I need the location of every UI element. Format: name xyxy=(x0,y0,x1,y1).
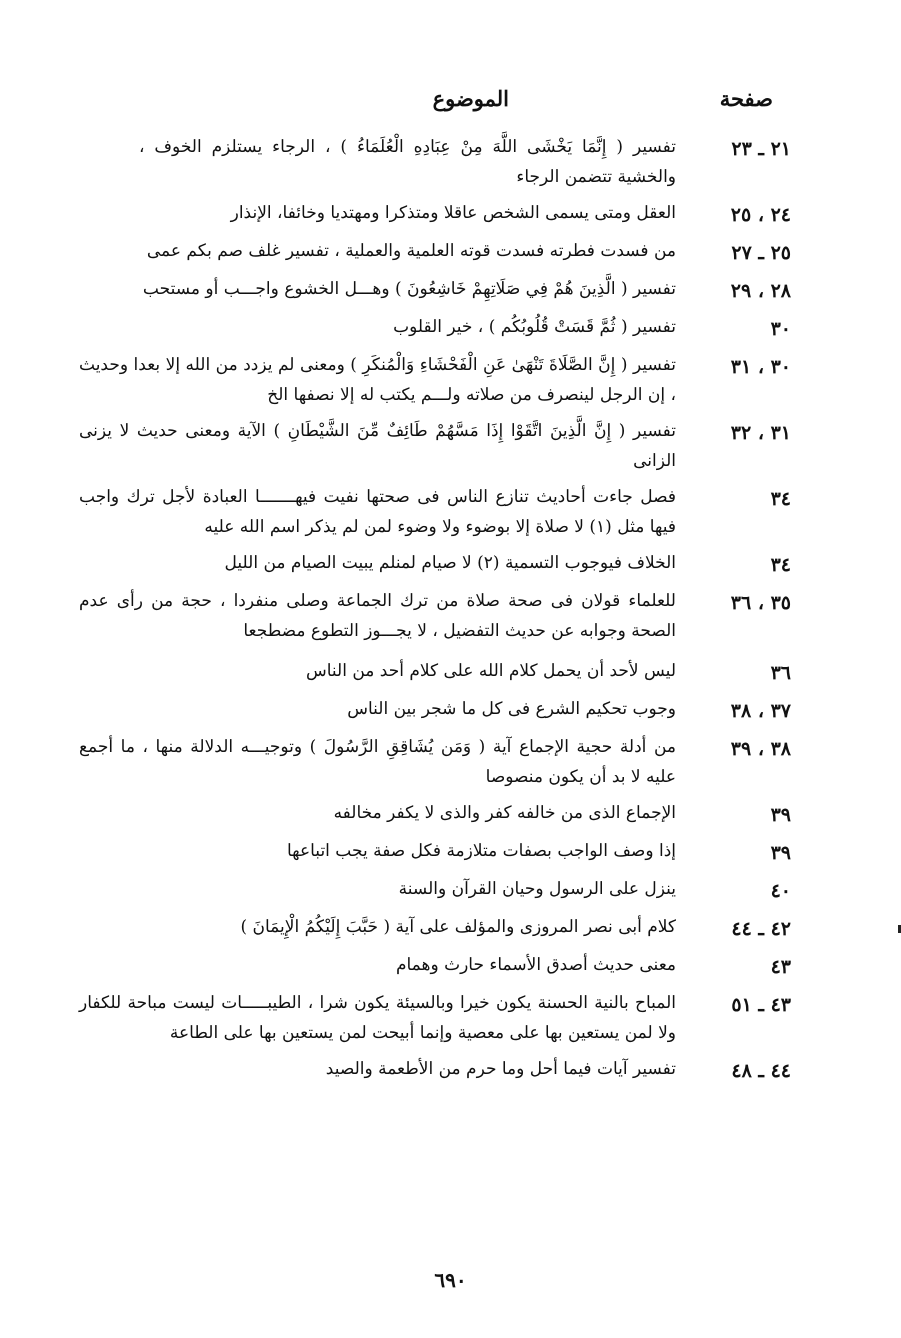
entry-pages: ٤٢ ـ ٤٤ xyxy=(731,918,791,940)
entry-topic: تفسير ( الَّذِينَ هُمْ فِي صَلَاتِهِمْ خَاشِعُونَ ) وهـــل الخشوع واجـــب أو مستحب xyxy=(142,279,676,299)
index-entry xyxy=(79,836,791,868)
entry-pages: ٣٩ xyxy=(770,804,791,826)
index-entry xyxy=(79,132,791,192)
entry-pages: ٣٠ ، ٣١ xyxy=(730,356,791,378)
entry-topic: تفسير ( إِنَّمَا يَخْشَى اللَّهَ مِنْ عِبَادِهِ الْعُلَمَاءُ ) ، الرجاء يستلزم الخوف ، والخشية تتضمن الرجاء xyxy=(139,137,676,187)
index-entry xyxy=(79,798,791,830)
entry-topic: ليس لأحد أن يحمل كلام الله على كلام أحد من الناس xyxy=(305,661,676,681)
index-entry xyxy=(79,548,791,580)
entry-topic: الإجماع الذى من خالفه كفر والذى لا يكفر مخالفه xyxy=(333,803,676,823)
index-entry xyxy=(79,694,791,726)
entry-pages: ٣٥ ، ٣٦ xyxy=(730,592,791,614)
index-entry xyxy=(79,912,791,944)
entry-pages: ٤٤ ـ ٤٨ xyxy=(731,1060,791,1082)
entry-topic: فصل جاءت أحاديث تنازع الناس فى صحتها نفيت فيهـــــــا العبادة لأجل ترك واجب فيها مثل (١) لا صلاة إلا بوضوء ولا وضوء لمن لم يذكر اسم الله عليه xyxy=(79,487,676,537)
entry-pages: ٣٧ ، ٣٨ xyxy=(730,700,791,722)
page-column-heading: صفحة xyxy=(719,86,773,111)
entry-topic: من أدلة حجية الإجماع آية ( وَمَن يُشَاقِقِ الرَّسُولَ ) وتوجيـــه الدلالة منها ، ما أجمع عليه لا بد أن يكون منصوصا xyxy=(79,737,676,787)
index-entry xyxy=(79,416,791,476)
index-entries xyxy=(79,132,791,1092)
index-entry xyxy=(79,350,791,410)
entry-topic: تفسير ( إِنَّ الصَّلَاةَ تَنْهَىٰ عَنِ الْفَحْشَاءِ وَالْمُنكَرِ ) ومعنى لم يزدد من الله إلا بعدا وحديث ، إن الرجل لينصرف من صلاته ولـــم يكتب له إلا نصفها الخ xyxy=(79,355,676,405)
index-entry xyxy=(79,198,791,230)
entry-pages: ٣٤ xyxy=(770,488,791,510)
entry-topic: كلام أبى نصر المروزى والمؤلف على آية ( حَبَّبَ إِلَيْكُمُ الْإِيمَانَ ) xyxy=(240,917,676,937)
index-header xyxy=(0,86,901,122)
entry-pages: ٤٣ xyxy=(770,956,791,978)
page-number: ٦٩٠ xyxy=(434,1268,467,1292)
entry-topic: المباح بالنية الحسنة يكون خيرا وبالسيئة يكون شرا ، الطيبـــــات ليست مباحة للكفار ولا لمن يستعين بها على معصية وإنما أبيحت لمن يستعين بها على الطاعة xyxy=(79,993,676,1043)
index-entry xyxy=(79,874,791,906)
entry-topic: تفسير ( ثُمَّ قَسَتْ قُلُوبُكُم ) ، خير القلوب xyxy=(393,317,676,337)
index-entry xyxy=(79,988,791,1048)
entry-topic: تفسير ( إِنَّ الَّذِينَ اتَّقَوْا إِذَا مَسَّهُمْ طَائِفٌ مِّنَ الشَّيْطَانِ ) الآية ومعنى حديث لا يزنى الزانى xyxy=(79,421,676,471)
entry-topic: العقل ومتى يسمى الشخص عاقلا ومتذكرا ومهتديا وخائفا، الإنذار xyxy=(230,203,676,223)
index-entry xyxy=(79,482,791,542)
entry-topic: تفسير آيات فيما أحل وما حرم من الأطعمة والصيد xyxy=(325,1059,676,1079)
entry-pages: ٢٤ ، ٢٥ xyxy=(730,204,791,226)
index-entry xyxy=(79,656,791,688)
entry-pages: ٢١ ـ ٢٣ xyxy=(731,138,791,160)
entry-pages: ٤٠ xyxy=(770,880,791,902)
entry-pages: ٣٩ xyxy=(770,842,791,864)
entry-pages: ٣٦ xyxy=(770,662,791,684)
entry-pages: ٣٤ xyxy=(770,554,791,576)
entry-pages: ٣١ ، ٣٢ xyxy=(730,422,791,444)
entry-pages: ٢٨ ، ٢٩ xyxy=(730,280,791,302)
entry-pages: ٣٠ xyxy=(770,318,791,340)
entry-topic: للعلماء قولان فى صحة صلاة من ترك الجماعة وصلى منفردا ، حجة من رأى عدم الصحة وجوابه عن حديث التفضيل ، لا يجـــوز التطوع مضطجعا xyxy=(79,591,676,641)
entry-pages: ٤٣ ـ ٥١ xyxy=(731,994,791,1016)
topic-column-heading: الموضوع xyxy=(432,86,509,111)
index-entry xyxy=(79,236,791,268)
entry-topic: الخلاف فيوجوب التسمية (٢) لا صيام لمنلم يبيت الصيام من الليل xyxy=(224,553,676,573)
index-entry xyxy=(79,312,791,344)
index-entry xyxy=(79,274,791,306)
entry-pages: ٢٥ ـ ٢٧ xyxy=(731,242,791,264)
index-entry xyxy=(79,1054,791,1086)
entry-topic: معنى حديث أصدق الأسماء حارث وهمام xyxy=(395,955,676,975)
index-entry xyxy=(79,950,791,982)
index-entry xyxy=(79,586,791,646)
entry-topic: من فسدت فطرته فسدت قوته العلمية والعملية ، تفسير غلف صم بكم عمى xyxy=(146,241,676,261)
index-entry xyxy=(79,732,791,792)
entry-pages: ٣٨ ، ٣٩ xyxy=(730,738,791,760)
entry-topic: وجوب تحكيم الشرع فى كل ما شجر بين الناس xyxy=(347,699,676,719)
entry-topic: إذا وصف الواجب بصفات متلازمة فكل صفة يجب اتباعها xyxy=(286,841,676,861)
entry-topic: ينزل على الرسول وحيان القرآن والسنة xyxy=(398,879,676,899)
